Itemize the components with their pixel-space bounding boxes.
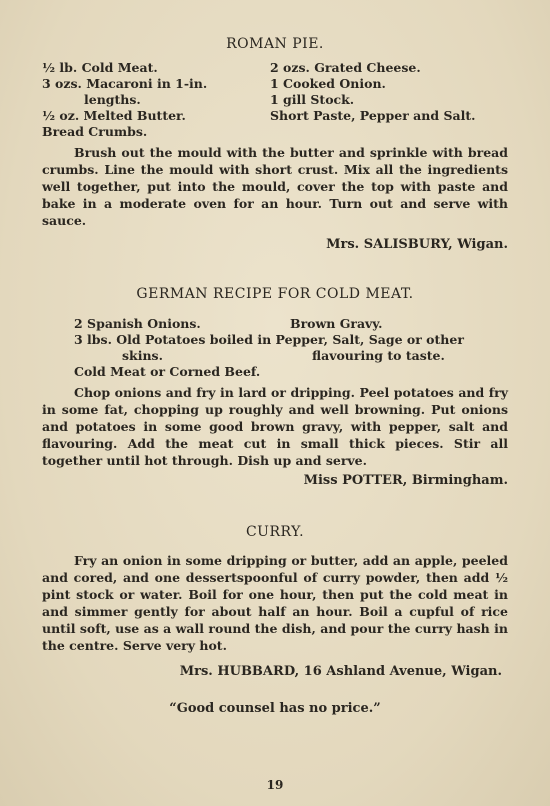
page-number: 19	[266, 778, 284, 792]
ingredient: 2 Spanish Onions.	[74, 316, 201, 331]
recipe-method: Chop onions and fry in lard or dripping. Peel potatoes and fry in some fat, chopping up roughly and well browning. Put onions and potatoes in some good brown gravy, with pepper, salt and flavouring. Add the meat cut in small thick pieces. Stir all together until hot through. Dish up and serve.	[42, 385, 508, 468]
ingredient: 1 Cooked Onion.	[270, 76, 386, 91]
ingredients-left	[42, 60, 270, 140]
recipe-author: Mrs. SALISBURY, Wigan.	[326, 237, 508, 252]
ingredients-right	[270, 60, 475, 140]
ingredient-list	[42, 60, 508, 140]
ingredient-row	[74, 348, 508, 364]
ingredient: 1 gill Stock.	[270, 92, 355, 107]
ingredient-row	[74, 316, 508, 332]
recipe-author: Mrs. HUBBARD, 16 Ashland Avenue, Wigan.	[179, 664, 502, 679]
recipe-method: Brush out the mould with the butter and sprinkle with bread crumbs. Line the mould with short crust. Mix all the ingredients well together, put into the mould, cover the top with paste and bake in a moderate oven for an hour. Turn out and serve with sauce.	[42, 145, 508, 228]
recipe-curry	[42, 524, 508, 679]
ingredient: Cold Meat or Corned Beef.	[74, 364, 261, 379]
ingredient: Brown Gravy.	[290, 316, 383, 331]
recipe-title: CURRY.	[245, 524, 305, 540]
recipe-title: GERMAN RECIPE FOR COLD MEAT.	[136, 286, 414, 302]
ingredient: ½ lb. Cold Meat.	[42, 60, 158, 75]
ingredient-list	[42, 316, 508, 380]
ingredient: Bread Crumbs.	[42, 124, 148, 139]
ingredient: ½ oz. Melted Butter.	[42, 108, 186, 123]
ingredient: 3 lbs. Old Potatoes boiled in Pepper, Salt, Sage or other	[74, 332, 464, 347]
ingredient: 3 ozs. Macaroni in 1-in.	[42, 76, 208, 91]
recipe-roman-pie	[42, 36, 508, 252]
ingredient: 2 ozs. Grated Cheese.	[270, 60, 421, 75]
ingredient: Short Paste, Pepper and Salt.	[270, 108, 476, 123]
ingredient: skins.	[122, 348, 163, 363]
ingredient: flavouring to taste.	[312, 348, 445, 363]
recipe-author: Miss POTTER, Birmingham.	[303, 473, 508, 488]
recipe-german-cold-meat	[42, 286, 508, 488]
footer-quote: “Good counsel has no price.”	[169, 701, 381, 716]
ingredient: lengths.	[84, 92, 141, 107]
recipe-method: Fry an onion in some dripping or butter, add an apple, peeled and cored, and one dessertspoonful of curry powder, then add ½ pint stock or water. Boil for one hour, then put the cold meat in and simmer gently for about half an hour. Boil a cupful of rice until soft, use as a wall round the dish, and pour the curry hash in the centre. Serve very hot.	[42, 553, 508, 653]
recipe-title: ROMAN PIE.	[226, 36, 324, 52]
